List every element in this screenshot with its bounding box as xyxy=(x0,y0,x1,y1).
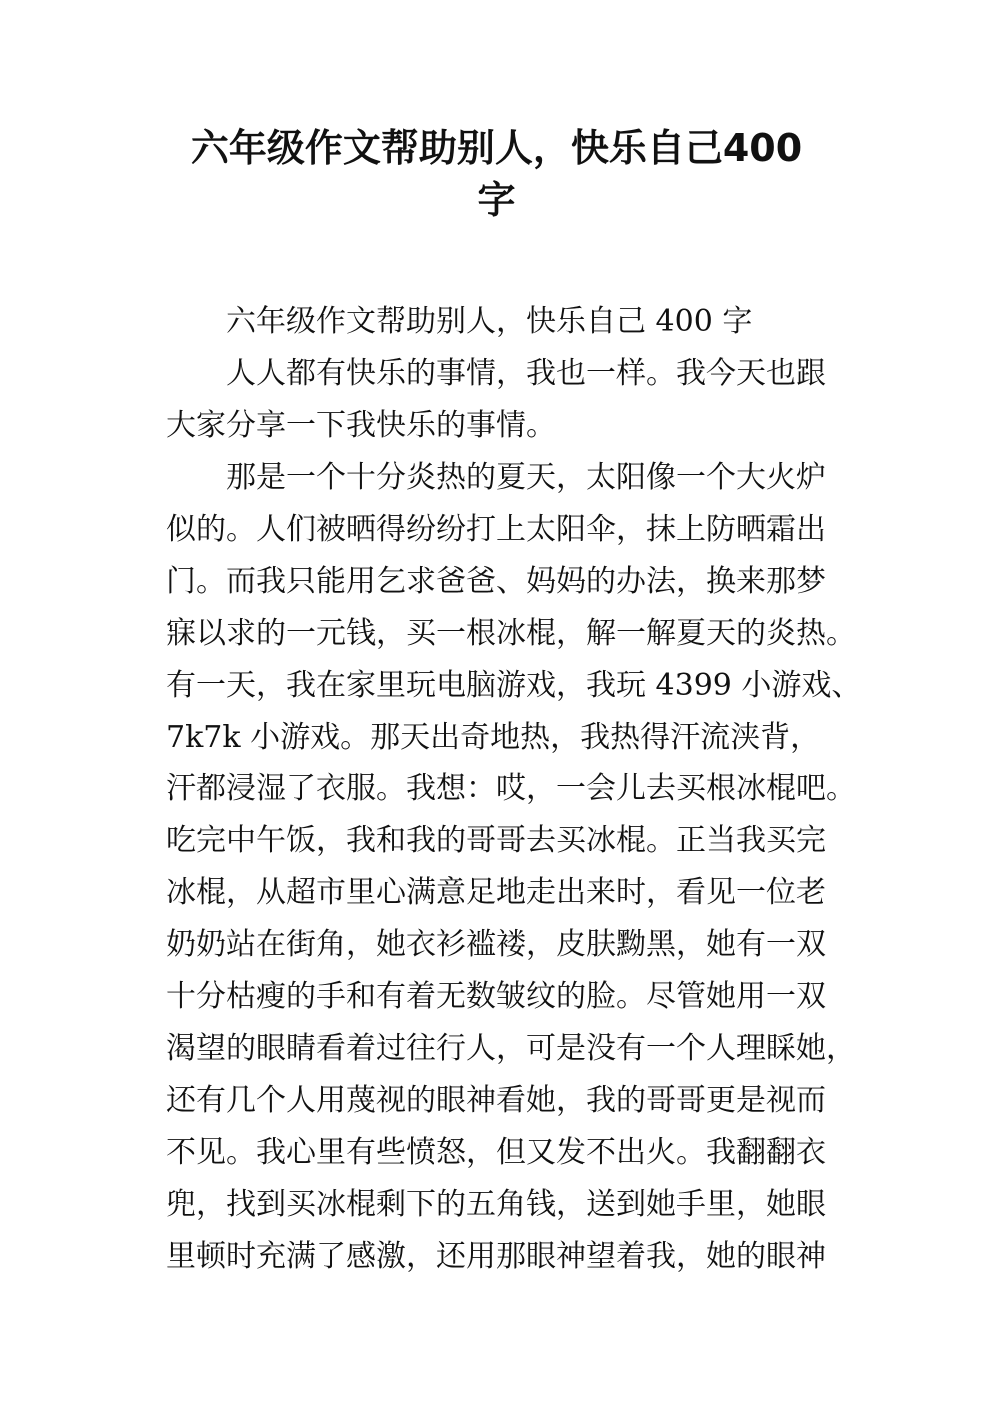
document-title-line-2: 字 xyxy=(477,178,516,222)
body-text-line: 寐以求的一元钱，买一根冰棍，解一解夏天的炎热。 xyxy=(166,615,856,651)
body-text-line: 7k7k 小游戏。那天出奇地热，我热得汗流浃背， xyxy=(166,719,821,755)
body-text-line: 还有几个人用蔑视的眼神看她，我的哥哥更是视而 xyxy=(166,1083,826,1119)
body-text-line: 那是一个十分炎热的夏天，太阳像一个大火炉 xyxy=(226,459,826,495)
body-text-line: 不见。我心里有些愤怒，但又发不出火。我翻翻衣 xyxy=(166,1135,826,1170)
body-text-line: 人人都有快乐的事情，我也一样。我今天也跟 xyxy=(226,355,826,391)
body-text-line: 奶奶站在街角，她衣衫褴褛，皮肤黝黑，她有一双 xyxy=(166,927,826,963)
body-text-line: 里顿时充满了感激，还用那眼神望着我，她的眼神 xyxy=(166,1238,826,1274)
body-text-line: 渴望的眼睛看着过往行人，可是没有一个人理睬她， xyxy=(166,1031,856,1067)
document-title-line-1: 六年级作文帮助别人，快乐自己400 xyxy=(190,126,803,170)
body-text-line: 汗都浸湿了衣服。我想：哎，一会儿去买根冰棍吧。 xyxy=(166,771,856,807)
body-text-line: 大家分享一下我快乐的事情。 xyxy=(166,407,556,443)
body-text-line: 兜，找到买冰棍剩下的五角钱，送到她手里，她眼 xyxy=(166,1186,826,1222)
document-body xyxy=(166,296,866,1283)
body-text-line: 似的。人们被晒得纷纷打上太阳伞，抹上防晒霜出 xyxy=(166,511,826,547)
body-text-line: 六年级作文帮助别人，快乐自己 400 字 xyxy=(226,304,753,339)
body-text-line: 冰棍，从超市里心满意足地走出来时，看见一位老 xyxy=(166,875,826,911)
body-text-line: 十分枯瘦的手和有着无数皱纹的脸。尽管她用一双 xyxy=(166,979,826,1015)
body-text-line: 有一天，我在家里玩电脑游戏，我玩 4399 小游戏、 xyxy=(166,667,862,703)
body-text-line: 吃完中午饭，我和我的哥哥去买冰棍。正当我买完 xyxy=(166,823,826,859)
body-text-line: 门。而我只能用乞求爸爸、妈妈的办法，换来那梦 xyxy=(166,563,826,599)
